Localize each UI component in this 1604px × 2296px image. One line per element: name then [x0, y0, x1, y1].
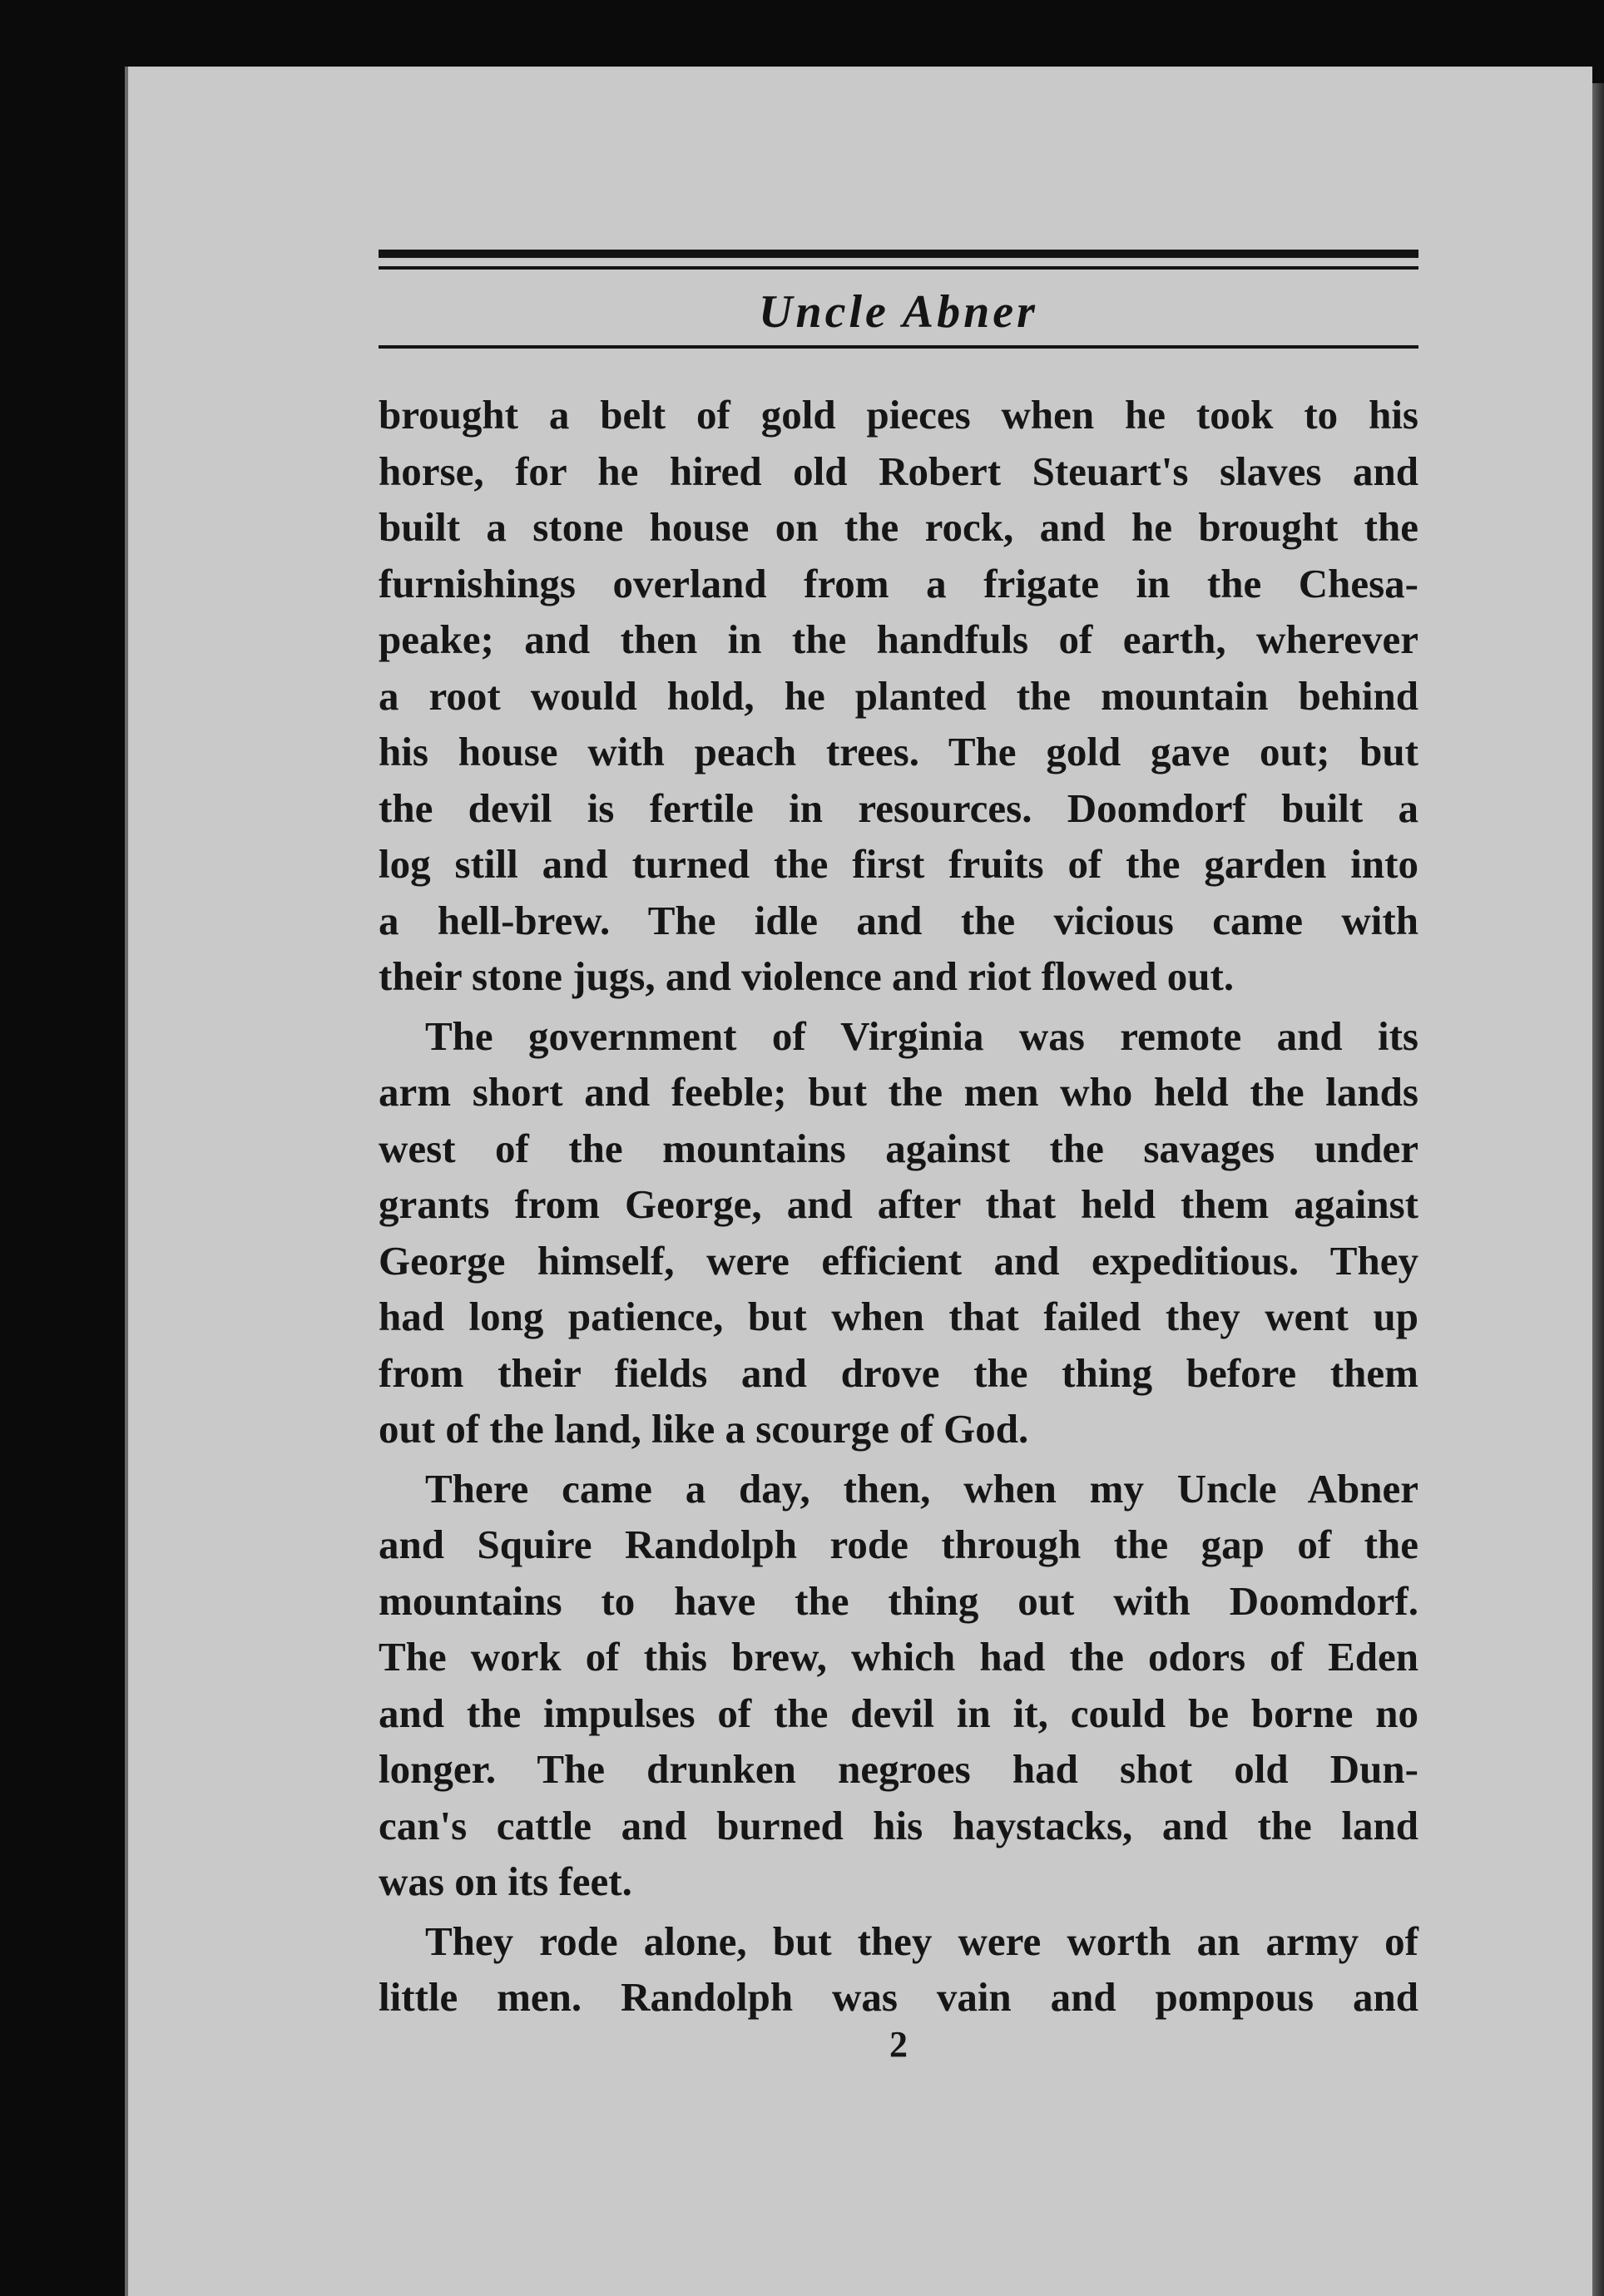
paragraph	[379, 387, 1418, 1005]
text-line: brought a belt of gold pieces when he took to his	[379, 392, 1418, 438]
paragraph	[379, 1913, 1418, 2026]
text-line: furnishings overland from a frigate in the Chesa-	[379, 560, 1418, 606]
text-line: The government of Virginia was remote and its	[425, 1012, 1418, 1059]
text-line: mountains to have the thing out with Doomdorf.	[379, 1577, 1418, 1624]
text-line: their stone jugs, and violence and riot flowed out.	[379, 953, 1235, 999]
running-head: Uncle Abner	[759, 286, 1038, 338]
text-line: longer. The drunken negroes had shot old Dun-	[379, 1746, 1418, 1792]
text-line: and the impulses of the devil in it, could be borne no	[379, 1690, 1418, 1736]
text-line: can's cattle and burned his haystacks, and the land	[379, 1802, 1418, 1848]
text-line: horse, for he hired old Robert Steuart's slaves and	[379, 448, 1418, 494]
text-line: built a stone house on the rock, and he brought the	[379, 504, 1418, 550]
text-line: a root would hold, he planted the mountain behind	[379, 672, 1418, 719]
text-line: There came a day, then, when my Uncle Abner	[425, 1465, 1418, 1512]
text-line: out of the land, like a scourge of God.	[379, 1406, 1029, 1452]
text-line: They rode alone, but they were worth an army of	[425, 1917, 1418, 1964]
text-line: little men. Randolph was vain and pompous and	[379, 1974, 1418, 2020]
text-line: was on its feet.	[379, 1858, 632, 1904]
text-line: the devil is fertile in resources. Doomdorf built a	[379, 784, 1418, 831]
running-head-underline	[379, 345, 1418, 349]
text-line: from their fields and drove the thing before them	[379, 1349, 1418, 1396]
text-line: west of the mountains against the savages under	[379, 1125, 1418, 1171]
text-line: a hell-brew. The idle and the vicious came with	[379, 897, 1418, 943]
paragraph	[379, 1008, 1418, 1457]
text-line: arm short and feeble; but the men who held the lands	[379, 1069, 1418, 1115]
text-line: his house with peach trees. The gold gave out; but	[379, 729, 1418, 774]
text-line: log still and turned the first fruits of the garden into	[379, 841, 1418, 887]
text-line: had long patience, but when that failed they went up	[379, 1294, 1418, 1339]
text-line: and Squire Randolph rode through the gap of the	[379, 1522, 1418, 1567]
text-line: George himself, were efficient and expeditious. They	[379, 1237, 1418, 1284]
body-text	[379, 387, 1418, 2029]
paragraph	[379, 1461, 1418, 1910]
text-line: peake; and then in the handfuls of earth, wherever	[379, 616, 1418, 662]
header-rule-thin	[379, 266, 1418, 270]
text-line: grants from George, and after that held them against	[379, 1181, 1418, 1227]
page-number: 2	[889, 2024, 908, 2065]
text-line: The work of this brew, which had the odors of Eden	[379, 1634, 1418, 1680]
header-rule-thick	[379, 250, 1418, 258]
